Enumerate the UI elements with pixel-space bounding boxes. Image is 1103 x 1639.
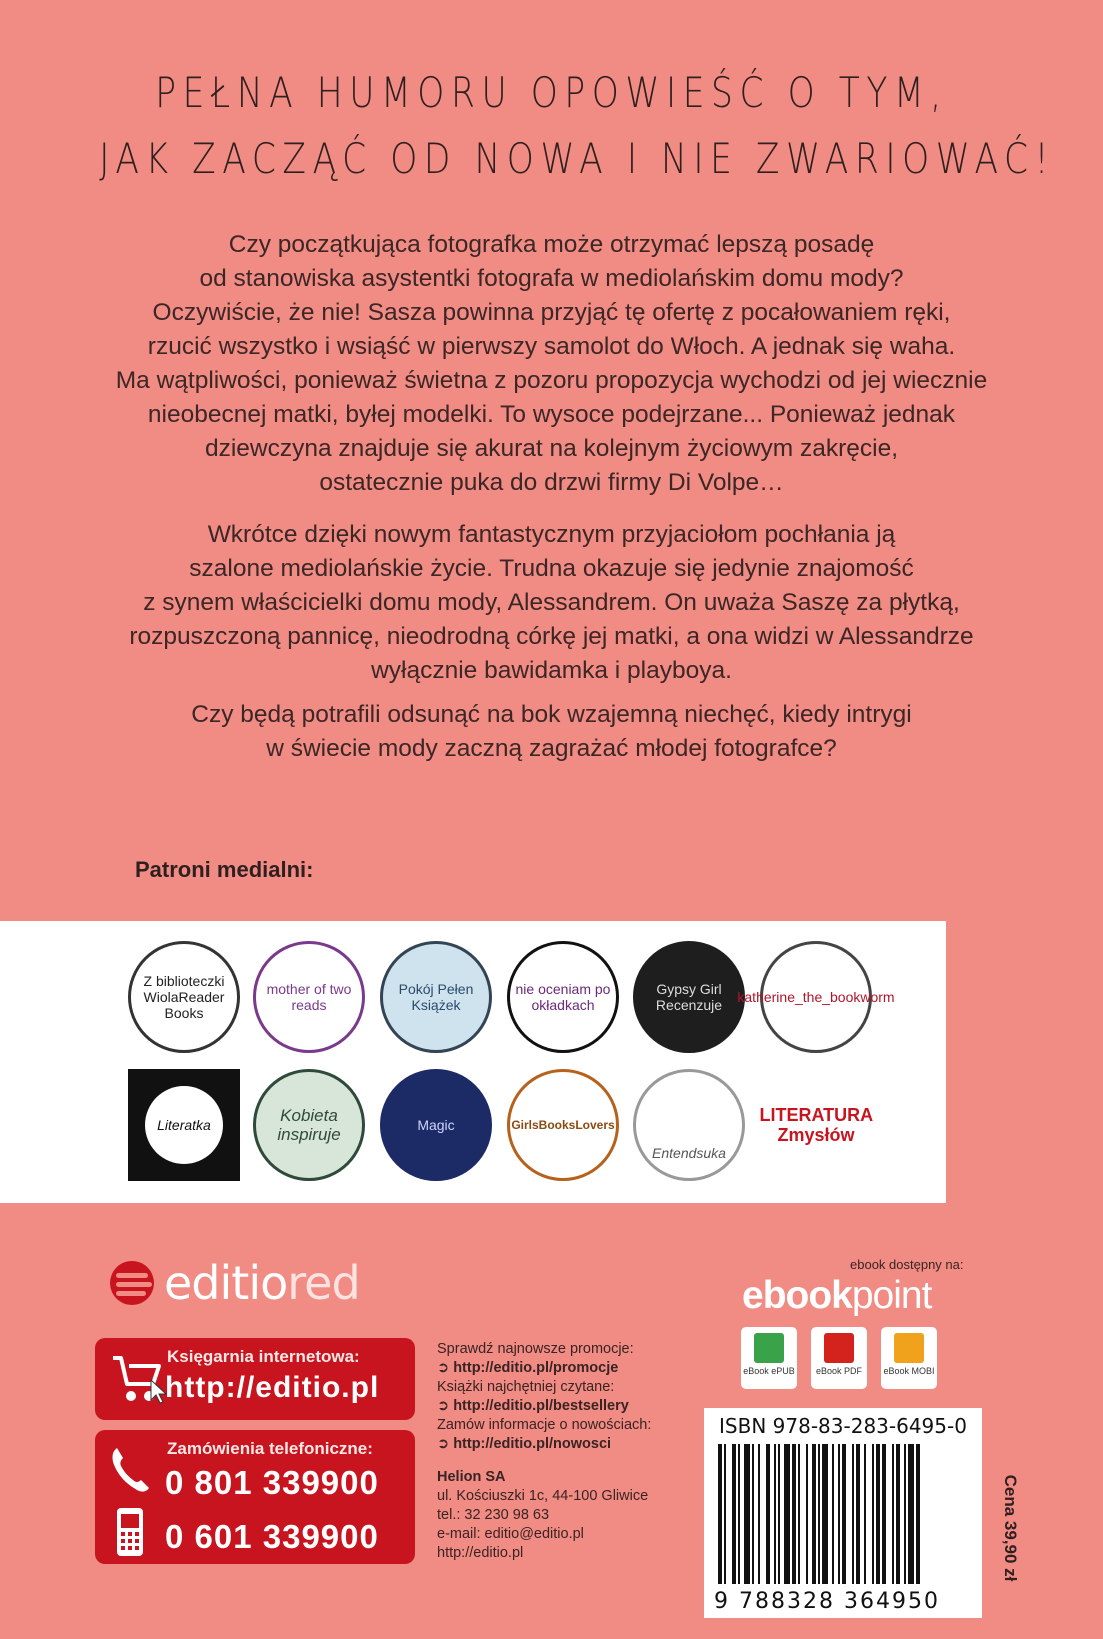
promo-line: Zamów informacje o nowościach: — [437, 1417, 652, 1433]
publisher-address: ul. Kościuszki 1c, 44-100 Gliwice — [437, 1488, 649, 1504]
blurb-line: Wkrótce dzięki nowym fantastycznym przyjaciołom pochłania ją — [207, 521, 896, 548]
patron-logo — [633, 941, 745, 1053]
pdf-format-icon: eBook PDF — [811, 1327, 867, 1389]
editiored-logo-text: editiored — [164, 1256, 360, 1310]
ebook-note: ebook dostępny na: — [850, 1257, 964, 1272]
patron-logo — [633, 1069, 745, 1181]
blurb-paragraph-2 — [40, 518, 1063, 688]
publisher-email[interactable]: e-mail: editio@editio.pl — [437, 1526, 584, 1542]
patron-logo-text: Kobieta inspiruje — [277, 1106, 341, 1144]
patron-logo-text: nie oceniam po okładkach — [515, 981, 611, 1013]
online-shop-label: Księgarnia internetowa: — [167, 1347, 360, 1366]
blurb-line: szalone mediolańskie życie. Trudna okazuje się jedynie znajomość — [189, 555, 914, 582]
patron-logo — [760, 1069, 872, 1181]
blurb-line: dziewczyna znajduje się akurat na kolejnym życiowym zakręcie, — [204, 435, 899, 462]
arrow-icon: ➲ — [437, 1360, 454, 1376]
price-label: Cena 39,90 zł — [1001, 1474, 1020, 1582]
patron-logo-text: Magic — [417, 1117, 455, 1133]
blurb-line: wyłącznie bawidamka i playboya. — [371, 657, 732, 684]
patron-logo — [507, 1069, 619, 1181]
promo-link[interactable]: ➲ http://editio.pl/promocje — [437, 1360, 619, 1376]
arrow-icon: ➲ — [437, 1436, 454, 1452]
mobi-format-icon: eBook MOBI — [881, 1327, 937, 1389]
publisher-info — [437, 1468, 648, 1563]
patron-logo-text: Gypsy Girl Recenzuje — [655, 981, 723, 1013]
patron-logo-text: GirlsBooksLovers — [511, 1118, 615, 1132]
patron-logo-text: Literatka — [145, 1086, 223, 1164]
patron-logo-text: katherine_the_bookworm — [737, 989, 895, 1005]
patron-logo — [507, 941, 619, 1053]
blurb-line: od stanowiska asystentki fotografa w mediolańskim domu mody? — [199, 265, 904, 292]
blurb-line: Czy będą potrafili odsunąć na bok wzajemną niechęć, kiedy intrygi — [191, 701, 912, 728]
patron-logo-text: Z biblioteczki WiolaReader Books — [143, 973, 225, 1021]
blurb-line: Oczywiście, że nie! Sasza powinna przyjąć tę ofertę z pocałowaniem ręki, — [152, 299, 951, 326]
blurb-paragraph-1 — [40, 228, 1063, 500]
blurb-line: ostatecznie puka do drzwi firmy Di Volpe… — [319, 469, 784, 496]
headline — [99, 60, 1056, 192]
patron-logo — [253, 941, 365, 1053]
patron-logo-text: mother of two reads — [266, 981, 352, 1013]
patron-logo — [128, 941, 240, 1053]
patron-logo-text: Pokój Pełen Książek — [398, 981, 474, 1013]
phone-orders-panel — [95, 1430, 415, 1564]
phone-icon — [109, 1444, 153, 1499]
online-shop-panel — [95, 1338, 415, 1420]
patron-logo — [380, 941, 492, 1053]
blurb-line: rozpuszczoną pannicę, nieodrodną córkę jej matki, a ona widzi w Alessandrze — [129, 623, 974, 650]
isbn-number: ISBN 978-83-283-6495-0 — [719, 1414, 967, 1438]
phone-orders-label: Zamówienia telefoniczne: — [167, 1439, 373, 1458]
promo-line: Sprawdź najnowsze promocje: — [437, 1341, 634, 1357]
blurb-line: Czy początkująca fotografka może otrzymać lepszą posadę — [228, 231, 875, 258]
editiored-logo-icon — [110, 1261, 154, 1305]
patrons-label: Patroni medialni: — [135, 857, 314, 882]
headline-line-1: PEŁNA HUMORU OPOWIEŚĆ O TYM, — [155, 68, 948, 117]
headline-line-2: JAK ZACZĄĆ OD NOWA I NIE ZWARIOWAĆ! — [99, 134, 1056, 183]
promo-info — [437, 1340, 651, 1454]
patron-logo — [128, 1069, 240, 1181]
patron-logo-text: Entendsuka — [652, 1145, 726, 1161]
shopping-cart-icon — [109, 1350, 163, 1413]
arrow-icon: ➲ — [437, 1398, 454, 1414]
blurb-line: w świecie mody zaczną zagrażać młodej fotografce? — [266, 735, 837, 762]
epub-format-icon: eBook ePUB — [741, 1327, 797, 1389]
patron-logo — [737, 941, 895, 1053]
patron-logo — [253, 1069, 365, 1181]
phone-number-2[interactable]: 0 601 339900 — [165, 1518, 379, 1555]
patron-logo-text: LITERATURA Zmysłów — [759, 1105, 874, 1145]
phone-number-1[interactable]: 0 801 339900 — [165, 1464, 379, 1501]
blurb-paragraph-3 — [40, 698, 1063, 766]
promo-link[interactable]: ➲ http://editio.pl/nowosci — [437, 1436, 612, 1452]
promo-link[interactable]: ➲ http://editio.pl/bestsellery — [437, 1398, 629, 1414]
ebookpoint-logo: ebookpoint — [742, 1274, 932, 1317]
promo-line: Książki najchętniej czytane: — [437, 1379, 615, 1395]
editiored-logo — [110, 1256, 360, 1310]
patrons-logo-panel — [0, 921, 946, 1203]
isbn-barcode — [704, 1408, 982, 1618]
mobile-phone-icon — [115, 1506, 145, 1563]
publisher-name: Helion SA — [437, 1469, 506, 1485]
publisher-tel: tel.: 32 230 98 63 — [437, 1507, 550, 1523]
barcode-bars — [718, 1444, 968, 1584]
publisher-www[interactable]: http://editio.pl — [437, 1545, 524, 1561]
blurb-line: rzucić wszystko i wsiąść w pierwszy samolot do Włoch. A jednak się waha. — [147, 333, 956, 360]
patron-logo — [380, 1069, 492, 1181]
barcode-digits: 9 788328 364950 — [714, 1589, 940, 1614]
blurb-line: Ma wątpliwości, ponieważ świetna z pozoru propozycja wychodzi od jej wiecznie — [115, 367, 988, 394]
online-shop-url[interactable]: http://editio.pl — [165, 1371, 380, 1404]
blurb-line: nieobecnej matki, byłej modelki. To wysoce podejrzane... Ponieważ jednak — [147, 401, 956, 428]
blurb-line: z synem właścicielki domu mody, Alessandrem. On uważa Saszę za płytką, — [143, 589, 960, 616]
